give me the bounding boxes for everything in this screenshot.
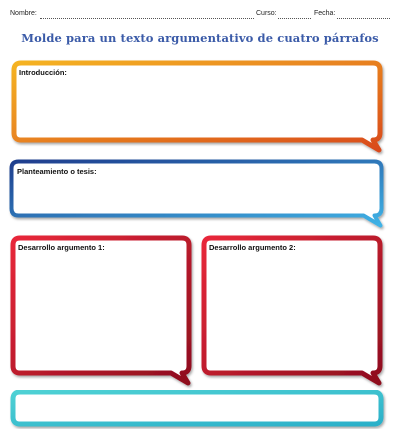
conclusion-box[interactable] <box>10 389 386 429</box>
course-label: Curso: <box>256 10 277 17</box>
date-field[interactable] <box>337 18 390 19</box>
argument-2-box[interactable] <box>201 235 385 383</box>
bubble-outline <box>13 392 381 424</box>
bubble-outline <box>14 63 380 150</box>
bubble-outline <box>204 238 380 383</box>
thesis-box[interactable] <box>9 159 386 225</box>
speech-bubble-frame <box>10 389 386 429</box>
speech-bubble-frame <box>201 235 385 383</box>
course-field[interactable] <box>278 18 311 19</box>
name-label: Nombre: <box>10 10 37 17</box>
date-label: Fecha: <box>314 10 336 17</box>
introduction-box[interactable] <box>11 60 385 150</box>
speech-bubble-frame <box>11 60 385 150</box>
speech-bubble-frame <box>10 235 194 383</box>
page-title: Molde para un texto argumentativo de cuatro párrafos <box>21 31 379 45</box>
argument-1-box[interactable] <box>10 235 194 383</box>
bubble-outline <box>13 238 189 383</box>
thesis-label: Planteamiento o tesis: <box>17 167 97 176</box>
introduction-label: Introducción: <box>19 68 67 77</box>
argument-2-label: Desarrollo argumento 2: <box>209 243 296 252</box>
name-field[interactable] <box>40 18 254 19</box>
student-info-header <box>10 8 390 22</box>
argument-1-label: Desarrollo argumento 1: <box>18 243 105 252</box>
